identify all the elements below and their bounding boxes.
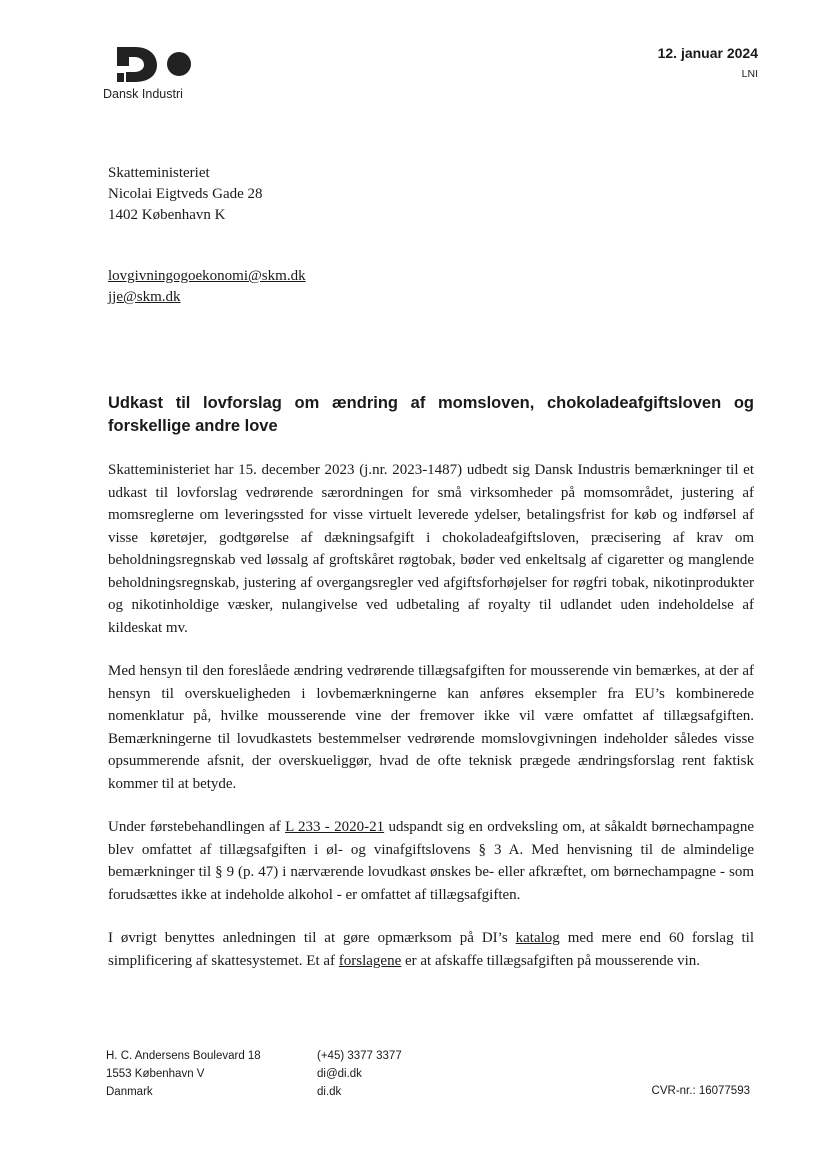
footer-address [106, 1047, 261, 1101]
footer-line: Danmark [106, 1086, 153, 1098]
paragraph-text: Under førstebehandlingen af [108, 819, 286, 835]
logo-text: Dansk Industri [103, 87, 183, 101]
author-initials: LNI [741, 68, 758, 80]
recipient-address [108, 163, 263, 226]
letter-body [108, 459, 754, 993]
paragraph-text: udspandt sig en ordveksling om, at såkaldt børnechampagne blev omfattet af tillægsafgiften i øl- og vinafgiftslovens § 3 A. Med henvisning til de almindelige bemærkninger til § 9 (p. 47) i nærværende lovudkast ønskes be- eller afkræftet, om børnechampagne - som forudsættes ikke at indeholde alkohol - er omfattet af tillægsafgiften. [108, 819, 754, 903]
letter-title: Udkast til lovforslag om ændring af momsloven, chokoladeafgiftsloven og forskellige andre love [108, 394, 754, 435]
proposals-link[interactable]: forslagene [338, 952, 402, 969]
recipient-line: 1402 København K [108, 207, 226, 223]
paragraph [108, 927, 754, 972]
recipient-line: Skatteministeriet [108, 165, 210, 181]
paragraph-text: er at afskaffe tillægsafgiften på mousserende vin. [401, 952, 701, 969]
footer-line: H. C. Andersens Boulevard 18 [106, 1050, 261, 1062]
paragraph: Skatteministeriet har 15. december 2023 (j.nr. 2023-1487) udbedt sig Dansk Industris bemærkninger til et udkast til lovforslag vedrørende særordningen for små virksomheder på momsområdet, justering af momsreglerne om leveringssted for visse virtuelt leverede ydelser, betalingsfrist for køb og indførsel af visse køretøjer, godtgørelse af dækningsafgift i chokoladeafgiftsloven, præcisering af krav om beholdningsregnskab ved løssalg af groftskåret røgtobak, bøder ved enkeltsalg af cigaretter og manglende beholdningsregnskab, justering af overgangsregler ved afgiftsforhøjelser for røgfri tobak, nikotinprodukter og nikotinholdige væsker, nulangivelse ved udbetaling af royalty til udlandet uden indeholdelse af kildeskat mv. [108, 462, 754, 636]
catalog-link[interactable]: katalog [515, 930, 560, 946]
bill-link[interactable]: L 233 - 2020-21 [285, 819, 385, 835]
recipient-line: Nicolai Eigtveds Gade 28 [108, 186, 263, 202]
logo [103, 44, 203, 104]
footer-contact [317, 1047, 402, 1101]
letter-date: 12. januar 2024 [657, 45, 758, 61]
footer-phone[interactable]: (+45) 3377 3377 [317, 1050, 402, 1062]
paragraph [108, 816, 754, 906]
di-logo-icon [115, 44, 195, 84]
footer-cvr: CVR-nr.: 16077593 [651, 1085, 750, 1097]
footer-email[interactable]: di@di.dk [317, 1068, 362, 1080]
email-link[interactable]: lovgivningogoekonomi@skm.dk [108, 268, 306, 284]
paragraph-text: I øvrigt benyttes anledningen til at gøre opmærksom på DI’s [108, 930, 516, 946]
recipient-emails [108, 266, 306, 308]
footer-line: 1553 København V [106, 1068, 205, 1080]
footer-website[interactable]: di.dk [317, 1086, 342, 1098]
paragraph: Med hensyn til den foreslåede ændring vedrørende tillægsafgiften for mousserende vin bemærkes, at der af hensyn til overskueligheden i lovbemærkningerne kan anføres eksempler fra EU’s kombinerede nomenklatur på, hvilke mousserende vine der fremover ikke vil være omfattet af tillægsafgiften. Bemærkningerne til lovudkastets bestemmelser vedrørende momslovgivningen indeholder således visse opsummerende afsnit, der overskueliggør, hvad de ofte teknisk prægede ændringsforslag rent faktisk kommer til at betyde. [108, 663, 754, 792]
paragraph-text: med mere end 60 forslag til simplificering af skattesystemet. Et af [108, 930, 755, 969]
email-link[interactable]: jje@skm.dk [108, 289, 181, 305]
